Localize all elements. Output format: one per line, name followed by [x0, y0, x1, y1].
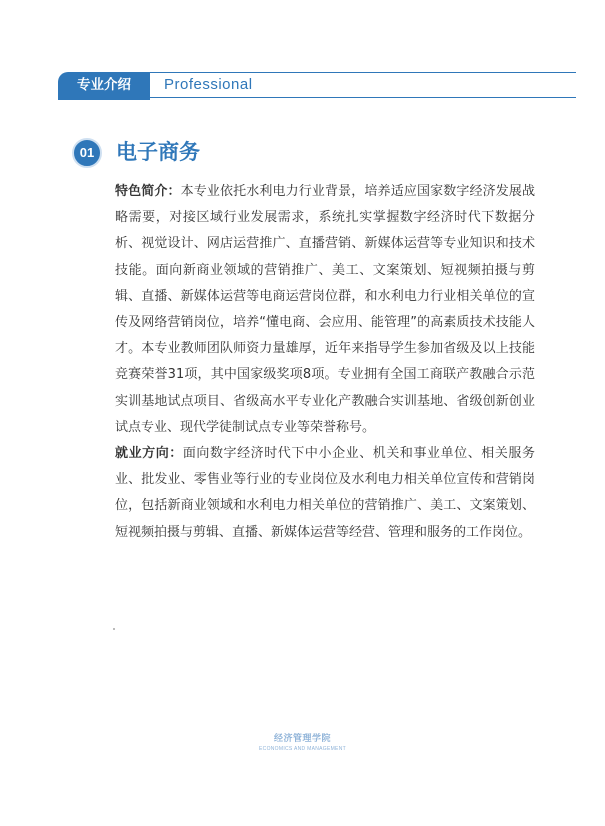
major-description [115, 179, 535, 546]
feature-text: 本专业依托水利电力行业背景，培养适应国家数字经济发展战略需要，对接区域行业发展需求，系统扎实掌握数字经济时代下数据分析、视觉设计、网店运营推广、直播营销、新媒体运营等专业知识和技术技能。面向新商业领域的营销推广、美工、文案策划、短视频拍摄与剪辑、直播、新媒体运营等电商运营岗位群，和水利电力行业相关单位的宣传及网络营销岗位，培养“懂电商、会应用、能管理”的高素质技术技能人才。本专业教师团队师资力量雄厚，近年来指导学生参加省级及以上技能竞赛荣誉31项，其中国家级奖项8项。专业拥有全国工商联产教融合示范实训基地试点项目、省级高水平专业化产教融合实训基地、省级创新创业试点专业、现代学徒制试点专业等荣誉称号。 [115, 184, 535, 435]
section-number-badge: 01 [72, 138, 102, 168]
footer-school-name-en: ECONOMICS AND MANAGEMENT [259, 746, 346, 752]
employment-paragraph [115, 441, 535, 546]
footer-school-name: 经济管理学院 [273, 734, 331, 744]
employment-text: 面向数字经济时代下中小企业、机关和事业单位、相关服务业、批发业、零售业等行业的专业岗位及水利电力相关单位宣传和营销岗位，包括新商业领域和水利电力相关单位的营销推广、美工、文案策划、短视频拍摄与剪辑、直播、新媒体运营等经营、管理和服务的工作岗位。 [115, 446, 535, 540]
feature-paragraph [115, 179, 535, 441]
header-english-label: Professional [164, 76, 253, 93]
section-title: 电子商务 [116, 140, 200, 164]
page-footer [0, 733, 605, 753]
section-header [58, 72, 576, 98]
feature-label: 特色简介： [115, 184, 181, 199]
header-rule-accent [58, 98, 150, 100]
employment-label: 就业方向： [115, 446, 183, 462]
decorative-dot [113, 628, 115, 630]
header-tab-label: 专业介绍 [58, 72, 150, 98]
